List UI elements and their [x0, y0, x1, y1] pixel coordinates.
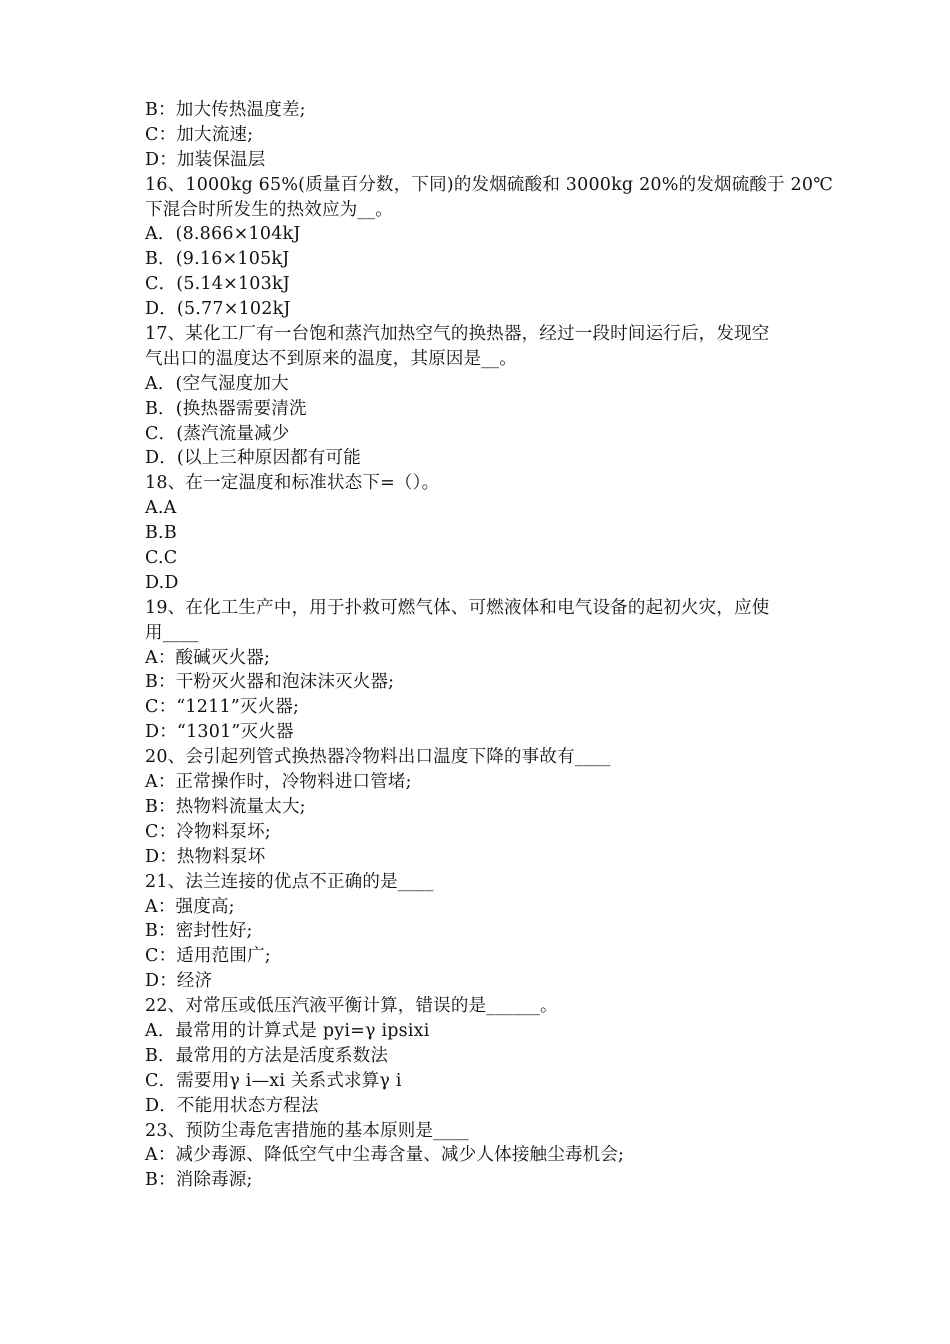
question-19-option-c: C：“1211”灭火器; — [145, 697, 300, 718]
question-21-option-c: C：适用范围广; — [145, 946, 271, 967]
question-19-line-1: 19、在化工生产中，用于扑救可燃气体、可燃液体和电气设备的起初火灾，应使 — [145, 597, 770, 618]
question-18-option-d: D.D — [145, 572, 179, 593]
question-19-option-b: B：干粉灭火器和泡沫沫灭火器; — [145, 672, 395, 693]
question-22-option-b: B．最常用的方法是活度系数法 — [145, 1045, 389, 1066]
question-19-line-2: 用____ — [145, 622, 199, 643]
question-17-line-1: 17、某化工厂有一台饱和蒸汽加热空气的换热器，经过一段时间运行后，发现空 — [145, 324, 770, 345]
question-20: 20、会引起列管式换热器冷物料出口温度下降的事故有____ — [145, 747, 611, 768]
question-23-option-b: B：消除毒源; — [145, 1170, 253, 1191]
question-20-option-d: D：热物料泵坏 — [145, 846, 266, 867]
option-b-line: B：加大传热温度差; — [145, 100, 306, 120]
question-16-option-b: B．(9.16×105kJ — [145, 249, 290, 270]
question-23-option-a: A：减少毒源、降低空气中尘毒含量、减少人体接触尘毒机会; — [145, 1145, 625, 1166]
document-body — [145, 98, 833, 1193]
question-16-option-a: A．(8.866×104kJ — [145, 224, 301, 245]
question-20-option-c: C：冷物料泵坏; — [145, 821, 271, 842]
question-17-option-c: C．(蒸汽流量减少 — [145, 423, 290, 444]
question-19-option-a: A：酸碱灭火器; — [145, 647, 271, 668]
question-17-line-2: 气出口的温度达不到原来的温度，其原因是__。 — [145, 348, 517, 369]
question-19-option-d: D：“1301”灭火器 — [145, 722, 294, 743]
question-22-option-c: C．需要用γ i—xi 关系式求算γ i — [145, 1070, 402, 1091]
question-16-line-1: 16、1000kg 65%(质量百分数，下同)的发烟硫酸和 3000kg 20%的发烟硫酸于 20℃ — [145, 174, 833, 195]
question-22: 22、对常压或低压汽液平衡计算，错误的是______。 — [145, 996, 558, 1017]
question-22-option-a: A．最常用的计算式是 pyi=γ ipsixi — [145, 1020, 430, 1041]
question-18: 18、在一定温度和标准状态下=（）。 — [145, 473, 440, 494]
question-17-option-b: B．(换热器需要清洗 — [145, 398, 307, 419]
question-18-option-a: A.A — [145, 498, 177, 519]
question-16-option-d: D．(5.77×102kJ — [145, 299, 291, 320]
question-21-option-a: A：强度高; — [145, 896, 235, 917]
question-22-option-d: D．不能用状态方程法 — [145, 1095, 319, 1116]
question-23: 23、预防尘毒危害措施的基本原则是____ — [145, 1120, 469, 1141]
question-20-option-b: B：热物料流量太大; — [145, 796, 306, 817]
question-20-option-a: A：正常操作时，冷物料进口管堵; — [145, 772, 412, 793]
question-18-option-c: C.C — [145, 548, 178, 569]
question-21-option-b: B：密封性好; — [145, 921, 253, 942]
question-16-line-2: 下混合时所发生的热效应为__。 — [145, 199, 393, 220]
option-c-line: C：加大流速; — [145, 124, 254, 145]
question-21: 21、法兰连接的优点不正确的是____ — [145, 871, 434, 892]
question-16-option-c: C．(5.14×103kJ — [145, 274, 290, 295]
option-d-line: D：加装保温层 — [145, 149, 266, 170]
question-21-option-d: D：经济 — [145, 971, 213, 992]
question-17-option-d: D．(以上三种原因都有可能 — [145, 448, 361, 469]
question-17-option-a: A．(空气湿度加大 — [145, 373, 289, 394]
question-18-option-b: B.B — [145, 523, 177, 544]
